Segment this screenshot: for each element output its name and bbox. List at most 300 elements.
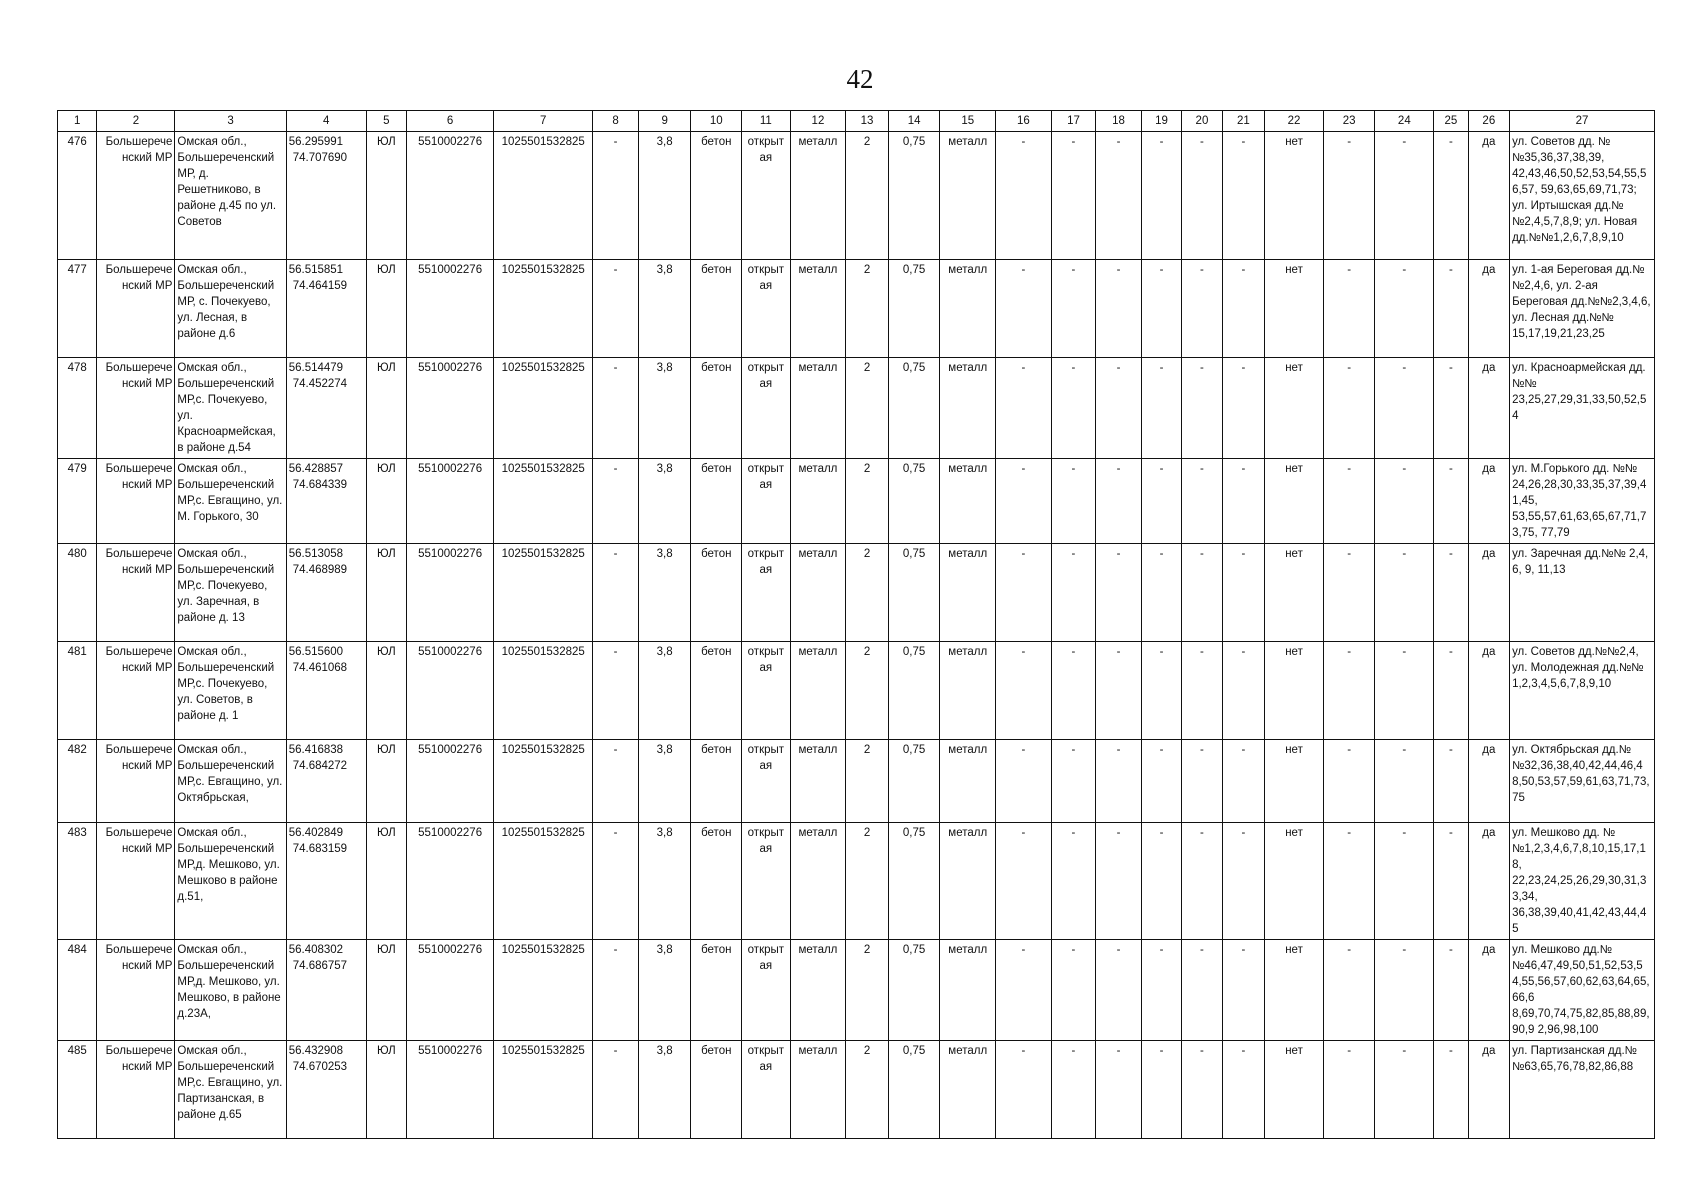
col19-cell: - xyxy=(1141,1041,1181,1139)
col18-cell: - xyxy=(1096,823,1142,940)
container-material-cell: металл xyxy=(940,740,996,823)
column-number-header: 24 xyxy=(1375,111,1434,132)
col17-cell: - xyxy=(1051,740,1096,823)
col21-cell: - xyxy=(1222,940,1265,1041)
area-cell: 3,8 xyxy=(638,740,691,823)
district-cell: Большеречe нский МР xyxy=(97,823,175,940)
container-count-cell: 2 xyxy=(846,459,889,544)
area-cell: 3,8 xyxy=(638,260,691,358)
owner-type-cell: ЮЛ xyxy=(366,260,406,358)
col20-cell: - xyxy=(1182,1041,1222,1139)
column-number-header: 18 xyxy=(1096,111,1142,132)
col20-cell: - xyxy=(1182,823,1222,940)
district-cell: Большеречe нский МР xyxy=(97,260,175,358)
fence-cell: металл xyxy=(790,823,846,940)
col8-cell: - xyxy=(593,823,639,940)
col18-cell: - xyxy=(1096,132,1142,260)
site-type-cell: открыт ая xyxy=(742,940,791,1041)
fence-cell: металл xyxy=(790,940,846,1041)
column-number-header: 12 xyxy=(790,111,846,132)
ogrn-cell: 1025501532825 xyxy=(494,358,593,459)
area-cell: 3,8 xyxy=(638,459,691,544)
surface-cell: бетон xyxy=(691,740,742,823)
coordinates-cell xyxy=(286,544,366,642)
table-row xyxy=(58,823,1655,940)
container-count-cell: 2 xyxy=(846,358,889,459)
container-count-cell: 2 xyxy=(846,1041,889,1139)
col17-cell: - xyxy=(1051,358,1096,459)
col20-cell: - xyxy=(1182,740,1222,823)
inn-cell: 5510002276 xyxy=(407,940,494,1041)
fence-cell: металл xyxy=(790,358,846,459)
col23-cell: - xyxy=(1323,544,1375,642)
col17-cell: - xyxy=(1051,260,1096,358)
inn-cell: 5510002276 xyxy=(407,544,494,642)
latitude: 56.295991 xyxy=(288,136,344,148)
col25-cell: - xyxy=(1434,459,1468,544)
container-material-cell: металл xyxy=(940,260,996,358)
longitude: 74.464159 xyxy=(292,280,348,292)
col18-cell: - xyxy=(1096,544,1142,642)
table-row xyxy=(58,260,1655,358)
col19-cell: - xyxy=(1141,358,1181,459)
column-number-header: 1 xyxy=(58,111,97,132)
column-number-header: 20 xyxy=(1182,111,1222,132)
served-addresses-cell: ул. Заречная дд.№№ 2,4, 6, 9, 11,13 xyxy=(1510,544,1655,642)
col25-cell: - xyxy=(1434,740,1468,823)
container-count-cell: 2 xyxy=(846,544,889,642)
column-number-header: 11 xyxy=(742,111,791,132)
site-type-cell: открыт ая xyxy=(742,823,791,940)
column-number-header: 9 xyxy=(638,111,691,132)
col24-cell: - xyxy=(1375,740,1434,823)
column-number-header: 7 xyxy=(494,111,593,132)
surface-cell: бетон xyxy=(691,940,742,1041)
col16-cell: - xyxy=(996,940,1052,1041)
area-cell: 3,8 xyxy=(638,358,691,459)
inn-cell: 5510002276 xyxy=(407,459,494,544)
table-row xyxy=(58,940,1655,1041)
col20-cell: - xyxy=(1182,642,1222,740)
col23-cell: - xyxy=(1323,823,1375,940)
longitude: 74.707690 xyxy=(292,152,348,164)
col16-cell: - xyxy=(996,260,1052,358)
container-count-cell: 2 xyxy=(846,642,889,740)
inn-cell: 5510002276 xyxy=(407,642,494,740)
table-row xyxy=(58,642,1655,740)
coordinates-cell xyxy=(286,740,366,823)
col17-cell: - xyxy=(1051,642,1096,740)
container-volume-cell: 0,75 xyxy=(888,132,940,260)
col24-cell: - xyxy=(1375,1041,1434,1139)
ogrn-cell: 1025501532825 xyxy=(494,642,593,740)
col22-cell: нет xyxy=(1265,1041,1324,1139)
surface-cell: бетон xyxy=(691,358,742,459)
container-volume-cell: 0,75 xyxy=(888,459,940,544)
col16-cell: - xyxy=(996,358,1052,459)
table-row xyxy=(58,459,1655,544)
col17-cell: - xyxy=(1051,1041,1096,1139)
col19-cell: - xyxy=(1141,940,1181,1041)
container-material-cell: металл xyxy=(940,544,996,642)
col25-cell: - xyxy=(1434,544,1468,642)
col18-cell: - xyxy=(1096,1041,1142,1139)
col20-cell: - xyxy=(1182,260,1222,358)
column-number-header: 19 xyxy=(1141,111,1181,132)
surface-cell: бетон xyxy=(691,132,742,260)
coordinates-cell xyxy=(286,459,366,544)
area-cell: 3,8 xyxy=(638,1041,691,1139)
col19-cell: - xyxy=(1141,740,1181,823)
ogrn-cell: 1025501532825 xyxy=(494,459,593,544)
col22-cell: нет xyxy=(1265,358,1324,459)
fence-cell: металл xyxy=(790,740,846,823)
site-type-cell: открыт ая xyxy=(742,358,791,459)
longitude: 74.461068 xyxy=(292,662,348,674)
fence-cell: металл xyxy=(790,260,846,358)
inn-cell: 5510002276 xyxy=(407,823,494,940)
col24-cell: - xyxy=(1375,544,1434,642)
address-cell: Омская обл., Большереченский МР,с. Евгащино, ул. Октябрьская, xyxy=(175,740,286,823)
fence-cell: металл xyxy=(790,544,846,642)
coordinates-cell xyxy=(286,358,366,459)
column-number-header: 5 xyxy=(366,111,406,132)
served-addresses-cell: ул. М.Горького дд. №№ 24,26,28,30,33,35,37,39,41,45, 53,55,57,61,63,65,67,71,73,75, 77,79 xyxy=(1510,459,1655,544)
col8-cell: - xyxy=(593,358,639,459)
col21-cell: - xyxy=(1222,642,1265,740)
owner-type-cell: ЮЛ xyxy=(366,1041,406,1139)
column-number-header: 22 xyxy=(1265,111,1324,132)
column-number-header: 6 xyxy=(407,111,494,132)
district-cell: Большеречe нский МР xyxy=(97,358,175,459)
col19-cell: - xyxy=(1141,132,1181,260)
col26-cell: да xyxy=(1468,740,1509,823)
container-volume-cell: 0,75 xyxy=(888,740,940,823)
owner-type-cell: ЮЛ xyxy=(366,358,406,459)
col25-cell: - xyxy=(1434,132,1468,260)
col17-cell: - xyxy=(1051,823,1096,940)
address-cell: Омская обл., Большереченский МР,д. Мешково, ул. Мешково в районе д.51, xyxy=(175,823,286,940)
col8-cell: - xyxy=(593,642,639,740)
column-number-header: 14 xyxy=(888,111,940,132)
col26-cell: да xyxy=(1468,544,1509,642)
col19-cell: - xyxy=(1141,459,1181,544)
row-number: 476 xyxy=(58,132,97,260)
col16-cell: - xyxy=(996,823,1052,940)
col24-cell: - xyxy=(1375,132,1434,260)
latitude: 56.515851 xyxy=(288,264,344,276)
col23-cell: - xyxy=(1323,260,1375,358)
col19-cell: - xyxy=(1141,642,1181,740)
column-number-header: 21 xyxy=(1222,111,1265,132)
col8-cell: - xyxy=(593,940,639,1041)
ogrn-cell: 1025501532825 xyxy=(494,823,593,940)
col8-cell: - xyxy=(593,260,639,358)
coordinates-cell xyxy=(286,940,366,1041)
row-number: 483 xyxy=(58,823,97,940)
container-material-cell: металл xyxy=(940,459,996,544)
owner-type-cell: ЮЛ xyxy=(366,940,406,1041)
col25-cell: - xyxy=(1434,1041,1468,1139)
col16-cell: - xyxy=(996,544,1052,642)
address-cell: Омская обл., Большереченский МР,с. Евгащино, ул. Партизанская, в районе д.65 xyxy=(175,1041,286,1139)
district-cell: Большеречe нский МР xyxy=(97,940,175,1041)
latitude: 56.515600 xyxy=(288,646,344,658)
container-volume-cell: 0,75 xyxy=(888,260,940,358)
col26-cell: да xyxy=(1468,1041,1509,1139)
col21-cell: - xyxy=(1222,1041,1265,1139)
col21-cell: - xyxy=(1222,358,1265,459)
served-addresses-cell: ул. Мешково дд.№№46,47,49,50,51,52,53,5 4,55,56,57,60,62,63,64,65,66,6 8,69,70,74,75,82,85,88,89,90,9 2,96,98,100 xyxy=(1510,940,1655,1041)
col17-cell: - xyxy=(1051,132,1096,260)
col23-cell: - xyxy=(1323,358,1375,459)
site-type-cell: открыт ая xyxy=(742,1041,791,1139)
surface-cell: бетон xyxy=(691,1041,742,1139)
fence-cell: металл xyxy=(790,459,846,544)
ogrn-cell: 1025501532825 xyxy=(494,740,593,823)
fence-cell: металл xyxy=(790,642,846,740)
fence-cell: металл xyxy=(790,1041,846,1139)
col24-cell: - xyxy=(1375,260,1434,358)
col26-cell: да xyxy=(1468,459,1509,544)
column-number-header: 23 xyxy=(1323,111,1375,132)
column-number-header: 26 xyxy=(1468,111,1509,132)
owner-type-cell: ЮЛ xyxy=(366,132,406,260)
col26-cell: да xyxy=(1468,642,1509,740)
longitude: 74.686757 xyxy=(292,960,348,972)
latitude: 56.402849 xyxy=(288,827,344,839)
col25-cell: - xyxy=(1434,358,1468,459)
address-cell: Омская обл., Большереченский МР,с. Почекуево, ул. Заречная, в районе д. 13 xyxy=(175,544,286,642)
col22-cell: нет xyxy=(1265,544,1324,642)
col24-cell: - xyxy=(1375,642,1434,740)
owner-type-cell: ЮЛ xyxy=(366,740,406,823)
owner-type-cell: ЮЛ xyxy=(366,544,406,642)
col19-cell: - xyxy=(1141,544,1181,642)
col16-cell: - xyxy=(996,459,1052,544)
col21-cell: - xyxy=(1222,132,1265,260)
col21-cell: - xyxy=(1222,544,1265,642)
col24-cell: - xyxy=(1375,459,1434,544)
latitude: 56.416838 xyxy=(288,744,344,756)
col23-cell: - xyxy=(1323,459,1375,544)
served-addresses-cell: ул. Советов дд. №№35,36,37,38,39, 42,43,46,50,52,53,54,55,56,57, 59,63,65,69,71,73; ул. Иртышская дд.№№2,4,5,7,8,9; ул. Новая дд.№№1,2,6,7,8,9,10 xyxy=(1510,132,1655,260)
surface-cell: бетон xyxy=(691,544,742,642)
column-number-header: 17 xyxy=(1051,111,1096,132)
address-cell: Омская обл., Большереченский МР,с. Евгащино, ул. М. Горького, 30 xyxy=(175,459,286,544)
col25-cell: - xyxy=(1434,823,1468,940)
coordinates-cell xyxy=(286,642,366,740)
col23-cell: - xyxy=(1323,940,1375,1041)
col8-cell: - xyxy=(593,459,639,544)
site-type-cell: открыт ая xyxy=(742,642,791,740)
area-cell: 3,8 xyxy=(638,132,691,260)
area-cell: 3,8 xyxy=(638,544,691,642)
district-cell: Большеречe нский МР xyxy=(97,132,175,260)
col25-cell: - xyxy=(1434,260,1468,358)
col24-cell: - xyxy=(1375,940,1434,1041)
col20-cell: - xyxy=(1182,544,1222,642)
coordinates-cell xyxy=(286,823,366,940)
col21-cell: - xyxy=(1222,823,1265,940)
site-type-cell: открыт ая xyxy=(742,459,791,544)
longitude: 74.452274 xyxy=(292,378,348,390)
ogrn-cell: 1025501532825 xyxy=(494,1041,593,1139)
container-count-cell: 2 xyxy=(846,940,889,1041)
col16-cell: - xyxy=(996,740,1052,823)
row-number: 482 xyxy=(58,740,97,823)
col20-cell: - xyxy=(1182,358,1222,459)
served-addresses-cell: ул. Красноармейская дд. №№ 23,25,27,29,31,33,50,52,54 xyxy=(1510,358,1655,459)
column-number-header: 2 xyxy=(97,111,175,132)
col23-cell: - xyxy=(1323,1041,1375,1139)
container-count-cell: 2 xyxy=(846,823,889,940)
col18-cell: - xyxy=(1096,260,1142,358)
column-number-header: 13 xyxy=(846,111,889,132)
district-cell: Большеречe нский МР xyxy=(97,1041,175,1139)
inn-cell: 5510002276 xyxy=(407,358,494,459)
row-number: 484 xyxy=(58,940,97,1041)
column-number-header: 25 xyxy=(1434,111,1468,132)
ogrn-cell: 1025501532825 xyxy=(494,544,593,642)
page-number: 42 xyxy=(846,64,874,94)
container-material-cell: металл xyxy=(940,132,996,260)
ogrn-cell: 1025501532825 xyxy=(494,132,593,260)
col26-cell: да xyxy=(1468,940,1509,1041)
owner-type-cell: ЮЛ xyxy=(366,823,406,940)
table-row xyxy=(58,358,1655,459)
owner-type-cell: ЮЛ xyxy=(366,459,406,544)
container-count-cell: 2 xyxy=(846,740,889,823)
container-volume-cell: 0,75 xyxy=(888,642,940,740)
col22-cell: нет xyxy=(1265,823,1324,940)
site-type-cell: открыт ая xyxy=(742,260,791,358)
surface-cell: бетон xyxy=(691,459,742,544)
col23-cell: - xyxy=(1323,740,1375,823)
address-cell: Омская обл., Большереченский МР, с. Почекуево, ул. Лесная, в районе д.6 xyxy=(175,260,286,358)
container-material-cell: металл xyxy=(940,1041,996,1139)
coordinates-cell xyxy=(286,1041,366,1139)
latitude: 56.428857 xyxy=(288,463,344,475)
col16-cell: - xyxy=(996,642,1052,740)
surface-cell: бетон xyxy=(691,823,742,940)
container-count-cell: 2 xyxy=(846,260,889,358)
col24-cell: - xyxy=(1375,823,1434,940)
col26-cell: да xyxy=(1468,358,1509,459)
col20-cell: - xyxy=(1182,940,1222,1041)
served-addresses-cell: ул. Мешково дд. №№1,2,3,4,6,7,8,10,15,17,18, 22,23,24,25,26,29,30,31,33,34, 36,38,39,40,41,42,43,44,45 xyxy=(1510,823,1655,940)
ogrn-cell: 1025501532825 xyxy=(494,940,593,1041)
longitude: 74.683159 xyxy=(292,843,348,855)
column-number-header: 3 xyxy=(175,111,286,132)
coordinates-cell xyxy=(286,132,366,260)
column-number-header: 10 xyxy=(691,111,742,132)
district-cell: Большеречe нский МР xyxy=(97,544,175,642)
col17-cell: - xyxy=(1051,459,1096,544)
longitude: 74.684272 xyxy=(292,760,348,772)
col21-cell: - xyxy=(1222,740,1265,823)
area-cell: 3,8 xyxy=(638,642,691,740)
container-volume-cell: 0,75 xyxy=(888,358,940,459)
district-cell: Большеречe нский МР xyxy=(97,642,175,740)
container-volume-cell: 0,75 xyxy=(888,823,940,940)
col8-cell: - xyxy=(593,132,639,260)
col21-cell: - xyxy=(1222,260,1265,358)
container-volume-cell: 0,75 xyxy=(888,544,940,642)
served-addresses-cell: ул. Партизанская дд.№№63,65,76,78,82,86,88 xyxy=(1510,1041,1655,1139)
area-cell: 3,8 xyxy=(638,823,691,940)
table-row xyxy=(58,132,1655,260)
col8-cell: - xyxy=(593,740,639,823)
col19-cell: - xyxy=(1141,823,1181,940)
container-count-cell: 2 xyxy=(846,132,889,260)
col22-cell: нет xyxy=(1265,740,1324,823)
latitude: 56.432908 xyxy=(288,1045,344,1057)
col26-cell: да xyxy=(1468,823,1509,940)
col18-cell: - xyxy=(1096,358,1142,459)
column-number-header: 27 xyxy=(1510,111,1655,132)
district-cell: Большеречe нский МР xyxy=(97,459,175,544)
latitude: 56.408302 xyxy=(288,944,344,956)
col18-cell: - xyxy=(1096,459,1142,544)
row-number: 480 xyxy=(58,544,97,642)
address-cell: Омская обл., Большереченский МР,с. Почекуево, ул. Красноармейская, в районе д.54 xyxy=(175,358,286,459)
surface-cell: бетон xyxy=(691,642,742,740)
coordinates-cell xyxy=(286,260,366,358)
col22-cell: нет xyxy=(1265,940,1324,1041)
latitude: 56.514479 xyxy=(288,362,344,374)
latitude: 56.513058 xyxy=(288,548,344,560)
container-material-cell: металл xyxy=(940,823,996,940)
col24-cell: - xyxy=(1375,358,1434,459)
col8-cell: - xyxy=(593,1041,639,1139)
table-row xyxy=(58,544,1655,642)
district-cell: Большеречe нский МР xyxy=(97,740,175,823)
col17-cell: - xyxy=(1051,940,1096,1041)
container-material-cell: металл xyxy=(940,358,996,459)
served-addresses-cell: ул. Советов дд.№№2,4, ул. Молодежная дд.№№ 1,2,3,4,5,6,7,8,9,10 xyxy=(1510,642,1655,740)
site-type-cell: открыт ая xyxy=(742,132,791,260)
container-material-cell: металл xyxy=(940,940,996,1041)
column-number-header: 15 xyxy=(940,111,996,132)
col26-cell: да xyxy=(1468,132,1509,260)
served-addresses-cell: ул. 1-ая Береговая дд.№№2,4,6, ул. 2-ая Береговая дд.№№2,3,4,6, ул. Лесная дд.№№ 15,17,19,21,23,25 xyxy=(1510,260,1655,358)
col22-cell: нет xyxy=(1265,132,1324,260)
container-volume-cell: 0,75 xyxy=(888,940,940,1041)
col20-cell: - xyxy=(1182,132,1222,260)
surface-cell: бетон xyxy=(691,260,742,358)
row-number: 485 xyxy=(58,1041,97,1139)
col16-cell: - xyxy=(996,1041,1052,1139)
col17-cell: - xyxy=(1051,544,1096,642)
inn-cell: 5510002276 xyxy=(407,1041,494,1139)
site-type-cell: открыт ая xyxy=(742,544,791,642)
table-row xyxy=(58,1041,1655,1139)
area-cell: 3,8 xyxy=(638,940,691,1041)
row-number: 479 xyxy=(58,459,97,544)
col20-cell: - xyxy=(1182,459,1222,544)
col26-cell: да xyxy=(1468,260,1509,358)
container-material-cell: металл xyxy=(940,642,996,740)
col23-cell: - xyxy=(1323,642,1375,740)
site-type-cell: открыт ая xyxy=(742,740,791,823)
inn-cell: 5510002276 xyxy=(407,740,494,823)
row-number: 477 xyxy=(58,260,97,358)
column-number-header: 16 xyxy=(996,111,1052,132)
col25-cell: - xyxy=(1434,642,1468,740)
inn-cell: 5510002276 xyxy=(407,260,494,358)
address-cell: Омская обл., Большереченский МР, д. Решетниково, в районе д.45 по ул. Советов xyxy=(175,132,286,260)
